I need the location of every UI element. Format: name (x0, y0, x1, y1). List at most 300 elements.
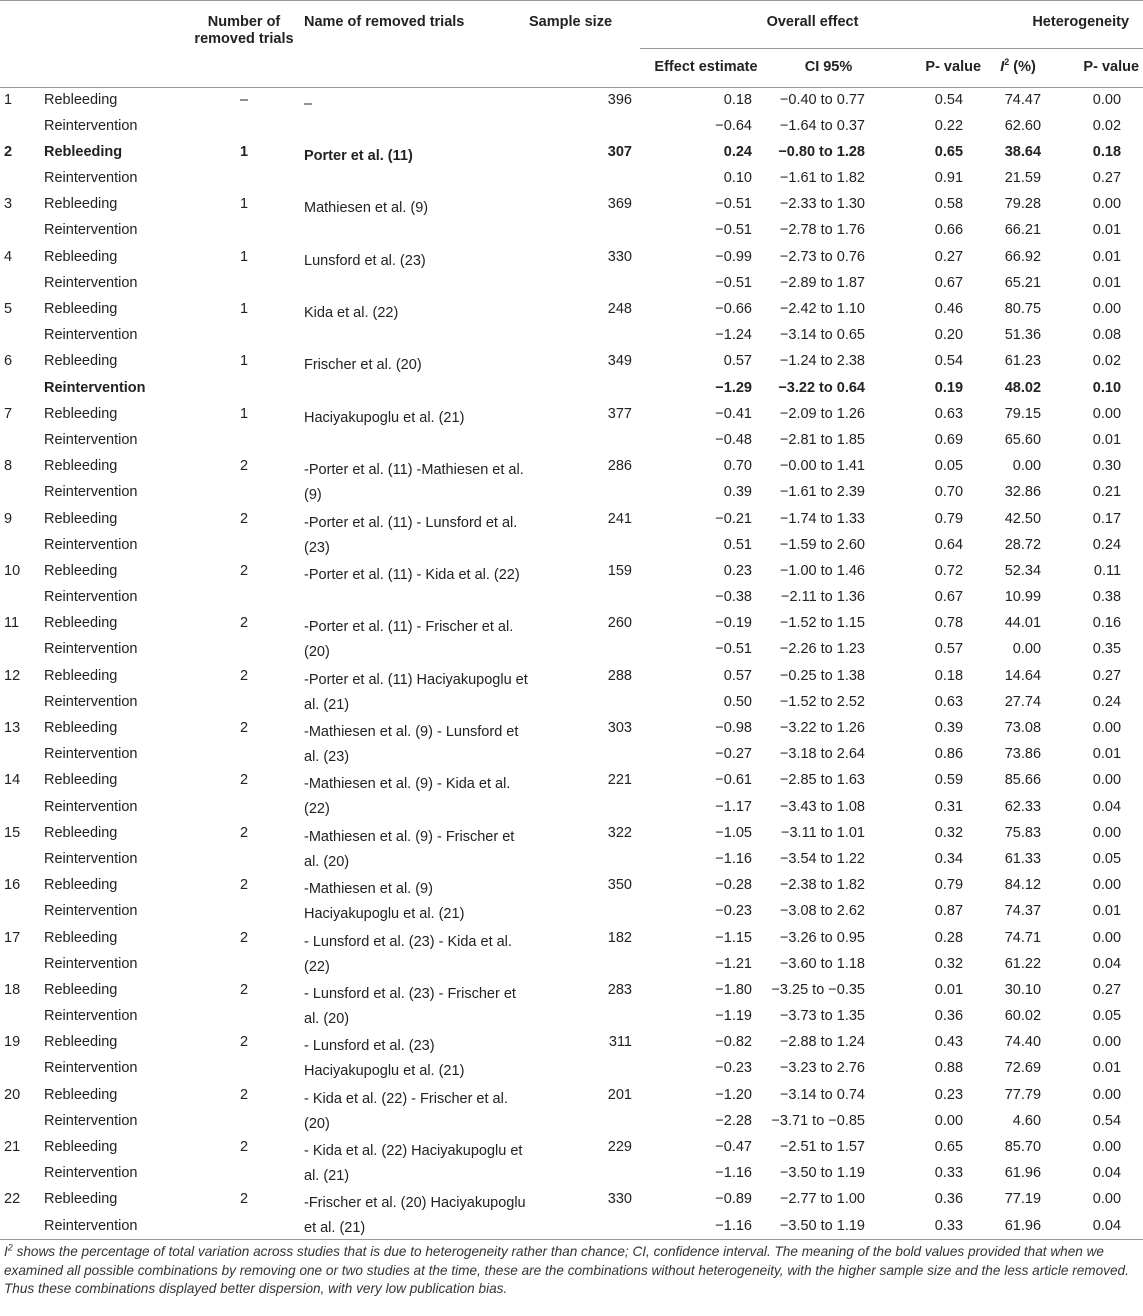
row-index: 21 (4, 1139, 21, 1155)
sample-size: 286 (607, 458, 632, 475)
removed-trials-name (304, 218, 529, 244)
header-ci: CI 95% (764, 49, 893, 88)
table-row (0, 140, 1143, 166)
effect-estimate: −1.20 (715, 1086, 752, 1103)
sample-size (529, 376, 640, 402)
effect-estimate: −1.16 (715, 850, 752, 867)
row-index (0, 742, 44, 768)
sample-size: 322 (607, 824, 632, 841)
effect-estimate: −1.16 (715, 1165, 752, 1182)
footnote-text: shows the percentage of total variation across studies that is due to heterogeneity rather than chance; CI, confidence interval. The meaning of the bold values provided that when we examined all possible combinations by removing one or two studies at the time, these are the combinations without heterogeneity, with the higher sample size and the less article removed. Thus these combinations displayed better dispersion, with very low publication bias. (4, 1244, 1129, 1296)
removed-count: 2 (239, 1139, 249, 1155)
i2-value: 32.86 (1004, 484, 1042, 501)
removed-count: 2 (239, 1034, 249, 1051)
p-value: 0.34 (934, 850, 964, 867)
removed-trials-name (304, 899, 529, 925)
removed-count: 2 (239, 1086, 249, 1103)
confidence-interval: −1.59 to 2.60 (779, 536, 865, 553)
p-value: 0.33 (893, 1214, 985, 1240)
removed-count (184, 1161, 304, 1187)
i2-value: 65.21 (1004, 274, 1042, 291)
table-row (0, 245, 1143, 271)
outcome-label: Rebleeding (44, 1086, 118, 1103)
removed-trials-text: Porter et al. (11) (304, 147, 413, 164)
effect-estimate: 0.10 (723, 170, 752, 187)
removed-count (184, 899, 304, 925)
heterogeneity-p-value: 0.05 (1092, 850, 1122, 867)
removed-trials-name (304, 873, 529, 923)
table-row (0, 218, 1143, 244)
outcome-label: Rebleeding (44, 877, 118, 894)
outcome-label: Reintervention (44, 222, 138, 239)
sample-size (529, 218, 640, 244)
sample-size: 349 (607, 353, 632, 370)
outcome-label: Reintervention (44, 850, 138, 867)
outcome-label: Reintervention (44, 589, 138, 606)
removed-trials-text: -Porter et al. (11) Haciyakupoglu et al. (21) (304, 671, 528, 713)
heterogeneity-p-value: 0.00 (1092, 405, 1122, 422)
confidence-interval: −3.08 to 2.62 (779, 903, 865, 920)
i2-value: 79.15 (1004, 405, 1042, 422)
removed-trials-text: -Mathiesen et al. (9) - Lunsford et al. (23) (304, 724, 519, 765)
i2-value: 61.23 (1004, 353, 1042, 370)
removed-trials-text: - Kida et al. (22) - Frischer et al. (20) (304, 1090, 508, 1132)
row-index: 15 (4, 824, 21, 841)
heterogeneity-p-value: 0.00 (1092, 824, 1122, 841)
row-index: 12 (4, 667, 21, 684)
removed-count: 2 (239, 929, 249, 946)
table-row (0, 1109, 1143, 1135)
table-row (0, 166, 1143, 192)
effect-estimate: −0.64 (715, 117, 752, 134)
effect-estimate: −0.51 (715, 222, 752, 239)
table-body (0, 88, 1143, 1240)
i2-value: 65.60 (1004, 431, 1042, 448)
i2-value: 74.37 (1004, 903, 1042, 920)
outcome-label: Reintervention (44, 431, 138, 448)
effect-estimate: 0.23 (723, 562, 752, 579)
header-heterogeneity: Heterogeneity (985, 1, 1143, 49)
removed-trials-name (304, 664, 529, 713)
effect-estimate: −0.28 (715, 877, 752, 894)
removed-trials-name (304, 742, 529, 768)
removed-trials-name (304, 454, 529, 504)
row-index (0, 1004, 44, 1030)
confidence-interval: −2.51 to 1.57 (779, 1139, 865, 1155)
confidence-interval: −2.89 to 1.87 (779, 274, 865, 291)
sample-size (529, 533, 640, 559)
row-index (0, 690, 44, 716)
row-index: 6 (4, 353, 13, 370)
heterogeneity-p-value: 0.27 (1092, 170, 1122, 187)
sample-size (529, 637, 640, 663)
table-row (0, 978, 1143, 1004)
sample-size (529, 899, 640, 925)
row-index: 19 (4, 1034, 21, 1051)
sample-size: 311 (608, 1034, 632, 1051)
p-value: 0.00 (934, 1112, 964, 1129)
i2-value: 27.74 (1004, 693, 1042, 710)
row-index (0, 376, 44, 402)
row-index: 5 (4, 301, 13, 317)
removed-trials-text: Mathiesen et al. (9) (304, 200, 429, 217)
effect-estimate: 0.57 (723, 353, 752, 370)
effect-estimate: −0.48 (715, 431, 752, 448)
p-value: 0.54 (934, 92, 964, 108)
sample-size (529, 742, 640, 768)
effect-estimate: −0.99 (715, 248, 752, 265)
removed-trials-name (304, 978, 529, 1027)
outcome-label: Rebleeding (44, 1139, 118, 1155)
heterogeneity-p-value: 0.01 (1092, 222, 1122, 239)
table-row (0, 428, 1143, 454)
confidence-interval: −2.09 to 1.26 (779, 405, 865, 422)
row-index: 2 (4, 143, 13, 160)
effect-estimate: −0.19 (715, 615, 752, 632)
sample-size (529, 428, 640, 454)
i2-value: 84.12 (1004, 877, 1042, 894)
sample-size: 303 (607, 720, 632, 736)
i2-value: 38.64 (1004, 143, 1042, 160)
sample-size: 307 (607, 143, 632, 160)
removed-trials-name (304, 166, 529, 192)
confidence-interval: −1.74 to 1.33 (779, 510, 865, 527)
row-index (0, 323, 44, 349)
effect-estimate: 0.57 (723, 667, 752, 684)
row-index (0, 952, 44, 978)
sample-size (529, 847, 640, 873)
removed-trials-text: - Kida et al. (22) Haciyakupoglu et al. (21) (304, 1143, 523, 1184)
row-index: 22 (4, 1191, 21, 1208)
heterogeneity-p-value: 0.00 (1092, 1086, 1122, 1103)
confidence-interval: −0.00 to 1.41 (779, 458, 865, 475)
outcome-label: Reintervention (44, 1112, 138, 1129)
table-row (0, 664, 1143, 690)
heterogeneity-p-value: 0.02 (1092, 117, 1122, 134)
removed-trials-text: -Porter et al. (11) - Kida et al. (22) (304, 566, 520, 583)
removed-trials-name (304, 428, 529, 454)
effect-estimate: −0.66 (715, 301, 752, 317)
removed-trials-name (304, 533, 529, 559)
effect-estimate: −0.21 (715, 510, 752, 527)
heterogeneity-p-value: 0.00 (1092, 301, 1122, 317)
removed-trials-name (304, 821, 529, 870)
row-index: 1 (4, 92, 13, 108)
confidence-interval: −2.38 to 1.82 (779, 877, 865, 894)
removed-count (184, 1004, 304, 1030)
sample-size: 377 (607, 405, 632, 422)
i2-value: 72.69 (1004, 1060, 1042, 1077)
table-row (0, 952, 1143, 978)
confidence-interval: −3.14 to 0.74 (779, 1086, 865, 1103)
removed-trials-name (304, 323, 529, 349)
i2-value: 52.34 (1004, 562, 1042, 579)
confidence-interval: −3.50 to 1.19 (764, 1214, 893, 1240)
removed-trials-name (304, 1004, 529, 1030)
confidence-interval: −2.26 to 1.23 (779, 641, 865, 658)
table-row (0, 926, 1143, 952)
sample-size: 159 (607, 562, 632, 579)
outcome-label: Rebleeding (44, 1191, 118, 1208)
effect-estimate: −0.51 (715, 641, 752, 658)
row-index: 8 (4, 458, 13, 475)
outcome-label: Reintervention (44, 1008, 138, 1025)
outcome-label: Reintervention (44, 798, 138, 815)
p-value: 0.78 (934, 615, 964, 632)
heterogeneity-p-value: 0.00 (1092, 720, 1122, 736)
sample-size: 369 (607, 196, 632, 213)
i2-value: 30.10 (1004, 981, 1042, 998)
removed-count (184, 690, 304, 716)
heterogeneity-p-value: 0.00 (1092, 1191, 1122, 1208)
sample-size: 330 (607, 1191, 632, 1208)
p-value: 0.20 (934, 327, 964, 344)
table-row (0, 1004, 1143, 1030)
p-value: 0.54 (934, 353, 964, 370)
row-index (0, 585, 44, 611)
confidence-interval: −1.00 to 1.46 (779, 562, 865, 579)
p-value: 0.65 (934, 1139, 964, 1155)
table-row (0, 533, 1143, 559)
i2-value: 28.72 (1004, 536, 1042, 553)
confidence-interval: −1.64 to 0.37 (779, 117, 865, 134)
removed-trials-name (304, 768, 529, 818)
sample-size: 201 (607, 1086, 632, 1103)
heterogeneity-p-value: 0.16 (1092, 615, 1122, 632)
row-index (0, 795, 44, 821)
header-effect-estimate: Effect estimate (640, 49, 764, 88)
p-value: 0.91 (934, 170, 964, 187)
outcome-label: Rebleeding (44, 981, 118, 998)
i2-value: 44.01 (1004, 615, 1042, 632)
row-index: 14 (4, 772, 21, 789)
p-value: 0.88 (934, 1060, 964, 1077)
outcome-label: Rebleeding (44, 720, 118, 736)
confidence-interval: −2.78 to 1.76 (779, 222, 865, 239)
heterogeneity-p-value: 0.54 (1092, 1112, 1122, 1129)
heterogeneity-p-value: 0.00 (1092, 196, 1122, 213)
effect-estimate: −1.19 (715, 1008, 752, 1025)
confidence-interval: −0.25 to 1.38 (779, 667, 865, 684)
heterogeneity-p-value: 0.00 (1092, 772, 1122, 789)
i2-sup: 2 (1004, 57, 1010, 68)
removed-trials-name (304, 1161, 529, 1187)
p-value: 0.31 (934, 798, 964, 815)
table-row (0, 873, 1143, 899)
row-index (0, 533, 44, 559)
heterogeneity-p-value: 0.18 (1092, 143, 1122, 160)
removed-trials-name (304, 402, 529, 428)
effect-estimate: −0.27 (715, 746, 752, 763)
p-value: 0.67 (934, 589, 964, 606)
p-value: 0.66 (934, 222, 964, 239)
i2-value: 14.64 (1004, 667, 1042, 684)
heterogeneity-p-value: 0.01 (1092, 274, 1122, 291)
sample-size (529, 1109, 640, 1135)
outcome-label: Reintervention (44, 536, 138, 553)
confidence-interval: −2.11 to 1.36 (781, 589, 865, 606)
outcome-label: Rebleeding (44, 143, 123, 160)
effect-estimate: −0.41 (715, 405, 752, 422)
p-value: 0.32 (934, 955, 964, 972)
row-index: 11 (4, 615, 20, 632)
effect-estimate: −1.15 (715, 929, 752, 946)
removed-trials-name (304, 271, 529, 297)
effect-estimate: −0.51 (715, 274, 752, 291)
table-row (0, 899, 1143, 925)
sample-size (529, 166, 640, 192)
table-row (0, 454, 1143, 480)
p-value: 0.28 (934, 929, 964, 946)
outcome-label: Rebleeding (44, 405, 118, 422)
outcome-label: Rebleeding (44, 772, 118, 789)
p-value: 0.43 (934, 1034, 964, 1051)
effect-estimate: −1.17 (715, 798, 752, 815)
removed-count: 2 (239, 562, 249, 579)
i2-value: 79.28 (1004, 196, 1042, 213)
i2-value: 61.96 (985, 1214, 1051, 1240)
p-value: 0.63 (934, 405, 964, 422)
removed-trials-name (304, 507, 529, 556)
i2-value: 85.70 (1004, 1139, 1042, 1155)
effect-estimate: −0.51 (715, 196, 752, 213)
removed-trials-name (304, 690, 529, 716)
removed-trials-name (304, 1109, 529, 1135)
removed-count (184, 428, 304, 454)
row-index: 18 (4, 981, 21, 998)
confidence-interval: −2.85 to 1.63 (779, 772, 865, 789)
removed-trials-name (304, 1135, 529, 1184)
confidence-interval: −3.11 to 1.01 (781, 824, 865, 841)
removed-trials-text: -Porter et al. (11) - Frischer et al. (20) (304, 619, 514, 661)
effect-estimate: −1.21 (715, 955, 752, 972)
removed-trials-text: Frischer et al. (20) (304, 357, 422, 374)
sample-size (529, 1004, 640, 1030)
outcome-label: Reintervention (44, 170, 138, 187)
removed-trials-name (304, 1030, 529, 1080)
table-row (0, 507, 1143, 533)
removed-count: 1 (239, 353, 249, 370)
heterogeneity-p-value: 0.04 (1092, 1165, 1122, 1182)
row-index: 10 (4, 562, 21, 579)
heterogeneity-p-value: 0.17 (1092, 510, 1122, 527)
confidence-interval: −3.60 to 1.18 (779, 955, 865, 972)
outcome-label: Reintervention (44, 746, 138, 763)
header-index (0, 1, 44, 49)
row-index: 9 (4, 510, 13, 527)
table-row (0, 297, 1143, 323)
removed-trials-name (304, 480, 529, 506)
confidence-interval: −3.54 to 1.22 (779, 850, 865, 867)
outcome-label: Rebleeding (44, 929, 118, 946)
i2-value: 61.96 (1004, 1165, 1042, 1182)
removed-count: 2 (239, 981, 249, 998)
header-i2 (985, 49, 1051, 88)
i2-value: 51.36 (1004, 327, 1042, 344)
p-value: 0.27 (934, 248, 964, 265)
removed-trials-text: Haciyakupoglu et al. (21) (304, 409, 465, 426)
table-row (0, 847, 1143, 873)
row-index (0, 271, 44, 297)
effect-estimate: −0.23 (715, 903, 752, 920)
outcome-label: Reintervention (44, 1214, 184, 1240)
table-footnote (4, 1243, 1134, 1299)
row-index (0, 166, 44, 192)
effect-estimate: −1.80 (715, 981, 752, 998)
outcome-label: Reintervention (44, 1060, 138, 1077)
confidence-interval: −3.25 to −0.35 (771, 981, 865, 998)
outcome-label: Reintervention (44, 641, 138, 658)
effect-estimate: −0.23 (715, 1060, 752, 1077)
table-row (0, 795, 1143, 821)
confidence-interval: −0.80 to 1.28 (778, 143, 865, 160)
heterogeneity-p-value: 0.27 (1092, 667, 1122, 684)
removed-count (184, 952, 304, 978)
i2-value: 61.33 (1004, 850, 1042, 867)
i2-value: 66.92 (1004, 248, 1042, 265)
footnote-i2-sup: 2 (7, 1242, 13, 1253)
heterogeneity-p-value: 0.01 (1092, 903, 1122, 920)
sample-size (529, 1056, 640, 1082)
p-value: 0.05 (934, 458, 964, 475)
removed-count (184, 1214, 304, 1240)
confidence-interval: −2.77 to 1.00 (779, 1191, 865, 1208)
outcome-label: Rebleeding (44, 458, 118, 475)
outcome-label: Reintervention (44, 955, 138, 972)
removed-count (184, 114, 304, 140)
removed-count (184, 480, 304, 506)
effect-estimate: −0.98 (715, 720, 752, 736)
effect-estimate: −1.29 (715, 379, 752, 396)
removed-trials-text: -Mathiesen et al. (9) Haciyakupoglu et al. (21) (304, 881, 465, 923)
removed-count: 2 (239, 824, 249, 841)
table-row (0, 480, 1143, 506)
heterogeneity-p-value: 0.04 (1051, 1214, 1143, 1240)
heterogeneity-p-value: 0.00 (1092, 92, 1122, 108)
removed-count: 1 (239, 248, 249, 265)
removed-trials-text: – (304, 96, 313, 112)
table-row (0, 690, 1143, 716)
row-index (0, 428, 44, 454)
outcome-label: Reintervention (44, 379, 146, 396)
removed-trials-text: - Lunsford et al. (23) - Frischer et al. (20) (304, 985, 516, 1027)
removed-count: 2 (239, 667, 249, 684)
row-index (0, 847, 44, 873)
p-value: 0.39 (934, 720, 964, 736)
row-index (0, 899, 44, 925)
confidence-interval: −3.22 to 1.26 (779, 720, 865, 736)
p-value: 0.01 (934, 981, 964, 998)
confidence-interval: −3.18 to 2.64 (779, 746, 865, 763)
row-index: 13 (4, 720, 21, 736)
header-outcome (44, 1, 184, 49)
table-row (0, 376, 1143, 402)
i2-value: 60.02 (1004, 1008, 1042, 1025)
removed-trials-name (304, 349, 529, 375)
sample-size (529, 585, 640, 611)
outcome-label: Reintervention (44, 274, 138, 291)
confidence-interval: −1.24 to 2.38 (779, 353, 865, 370)
effect-estimate: 0.70 (723, 458, 752, 475)
removed-trials-text: -Frischer et al. (20) Haciyakupoglu et al. (21) (304, 1195, 526, 1237)
removed-trials-name (304, 585, 529, 611)
i2-letter: I (1000, 59, 1005, 75)
effect-estimate: −0.47 (715, 1139, 752, 1155)
table-row (0, 611, 1143, 637)
header-name-removed: Name of removed trials (304, 1, 529, 88)
effect-estimate: 0.24 (723, 143, 752, 160)
confidence-interval: −3.50 to 1.19 (779, 1165, 865, 1182)
